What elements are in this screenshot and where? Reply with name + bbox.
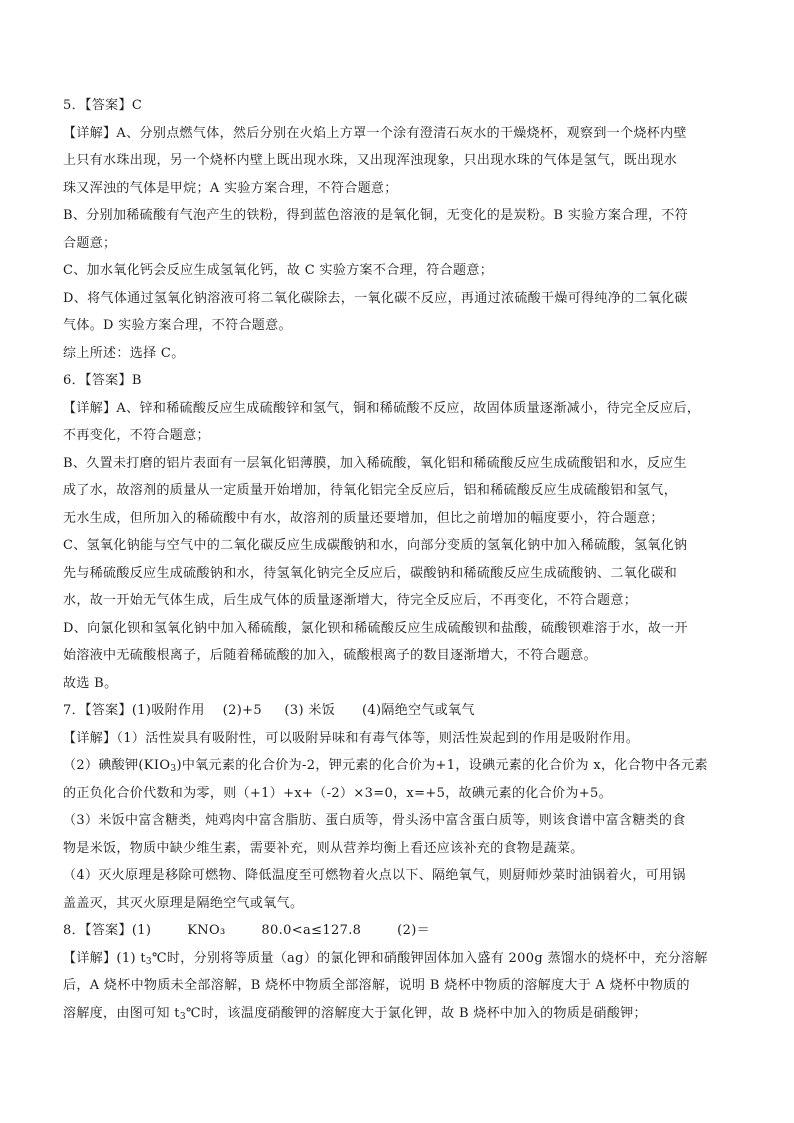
q7-line: [63, 752, 731, 780]
q8-line-part: 【详解】(1) t: [63, 950, 146, 966]
q6-line: 先与稀硫酸反应生成硫酸钠和水，待氢氧化钠完全反应后，碳酸钠和稀硫酸反应生成硫酸钠、二氧化碳和: [63, 565, 678, 581]
q8-line: 后，A 烧杯中物质未全部溶解，B 烧杯中物质全部溶解，说明 B 烧杯中物质的溶解度大于 A 烧杯中物质的: [63, 978, 690, 993]
q8-subscript: 3: [179, 1011, 186, 1022]
q7-line-part: （2）碘酸钾(KIO: [63, 758, 171, 773]
q5-line: 珠又浑浊的气体是甲烷；A 实验方案合理，不符合题意；: [63, 180, 398, 196]
q6-conclusion: 故选 B。: [63, 675, 118, 691]
q5-line: B、分别加稀硫酸有气泡产生的铁粉，得到蓝色溶液的是氧化铜，无变化的是炭粉。B 实验方案合理，不符: [63, 208, 689, 223]
q6-line: 【详解】A、锌和稀硫酸反应生成硫酸锌和氢气，铜和稀硫酸不反应，故固体质量逐渐减小，待完全反应后，: [63, 400, 701, 416]
q5-line: 【详解】A、分别点燃气体，然后分别在火焰上方罩一个涂有澄清石灰水的干燥烧杯，观察到一个烧杯内壁: [63, 125, 687, 141]
q7-line: （3）米饭中富含糖类，炖鸡肉中富含脂肪、蛋白质等，骨头汤中富含蛋白质等，则该食谱中富含糖类的食: [63, 813, 686, 828]
q6-line: D、向氯化钡和氢氧化钠中加入稀硫酸，氯化钡和稀硫酸反应生成硫酸钡和盐酸，硫酸钡难溶于水，故一开: [63, 620, 688, 636]
q6-line: 成了水，故溶剂的质量从一定质量开始增加，待氧化铝完全反应后，铝和稀硫酸反应生成硫酸铝和氢气，: [63, 483, 678, 498]
q8-answer: 8．【答案】(1) KNO₃ 80.0<a≤127.8 (2)＝: [63, 923, 430, 938]
q8-line-part: ℃时，分别将等质量（ag）的氯化钾和硝酸钾固体加入盛有 200g 蒸馏水的烧杯中，充分溶解: [152, 950, 708, 966]
q8-line: [63, 1000, 731, 1028]
q5-line: 合题意；: [63, 235, 117, 251]
q7-line: 盖盖灭，其灭火原理是隔绝空气或氧气。: [63, 895, 304, 911]
q5-line: 上只有水珠出现，另一个烧杯内壁上既出现水珠，又出现浑浊现象，只出现水珠的气体是氢气，既出现水: [63, 153, 678, 168]
q6-line: 水，故一开始无气体生成，后生成气体的质量逐渐增大，待完全反应后，不再变化，不符合题意；: [63, 593, 638, 608]
q5-line: 气体。D 实验方案合理，不符合题意。: [63, 318, 292, 333]
q7-subscript: 3: [170, 764, 177, 774]
q8-line-part: 溶解度，由图可知 t: [63, 1005, 180, 1021]
q7-line: 物是米饭，物质中缺少维生素，需要补充，则从营养均衡上看还应该补充的食物是蔬菜。: [63, 840, 584, 856]
q6-line: 不再变化，不符合题意；: [63, 428, 210, 443]
q6-answer: 6．【答案】B: [63, 373, 142, 388]
q6-line: B、久置未打磨的铝片表面有一层氧化铝薄膜，加入稀硫酸，氧化铝和稀硫酸反应生成硫酸铝和水，反应生: [63, 455, 688, 471]
q6-line: C、氢氧化钠能与空气中的二氧化碳反应生成碳酸钠和水，向部分变质的氢氧化钠中加入稀硫酸，氢氧化钠: [63, 538, 688, 553]
q5-conclusion: 综上所述：选择 C。: [63, 345, 185, 361]
q7-line: 的正负化合价代数和为零，则（+1）+x+（-2）×3=0，x=+5，故碘元素的化合价为+5。: [63, 785, 612, 801]
q6-line: 无水生成，但所加入的稀硫酸中有水，故溶剂的质量还要增加，但比之前增加的幅度要小，符合题意；: [63, 510, 664, 526]
q5-answer: 5．【答案】C: [63, 98, 143, 113]
q7-line: 【详解】（1）活性炭具有吸附性，可以吸附异味和有毒气体等，则活性炭起到的作用是吸附作用。: [63, 730, 640, 746]
q8-line: [63, 945, 731, 973]
q7-line-part: )中氧元素的化合价为-2，钾元素的化合价为+1，设碘元素的化合价为 x，化合物中各元素: [176, 758, 708, 773]
q8-line-part: ℃时，该温度硝酸钾的溶解度大于氯化钾，故 B 烧杯中加入的物质是硝酸钾；: [185, 1005, 647, 1021]
document-page: [63, 92, 731, 1027]
q7-answer: 7．【答案】(1)吸附作用 (2)+5 (3) 米饭 (4)隔绝空气或氧气: [63, 703, 475, 718]
q6-line: 始溶液中无硫酸根离子，后随着稀硫酸的加入，硫酸根离子的数目逐渐增大，不符合题意。: [63, 648, 598, 663]
q5-line: D、将气体通过氢氧化钠溶液可将二氧化碳除去，一氧化碳不反应，再通过浓硫酸干燥可得纯净的二氧化碳: [63, 290, 688, 306]
q7-line: （4）灭火原理是移除可燃物、降低温度至可燃物着火点以下、隔绝氧气，则厨师炒菜时油锅着火，可用锅: [63, 868, 686, 883]
q8-subscript: 3: [145, 956, 152, 967]
q5-line: C、加水氧化钙会反应生成氢氧化钙，故 C 实验方案不合理，符合题意；: [63, 263, 494, 278]
